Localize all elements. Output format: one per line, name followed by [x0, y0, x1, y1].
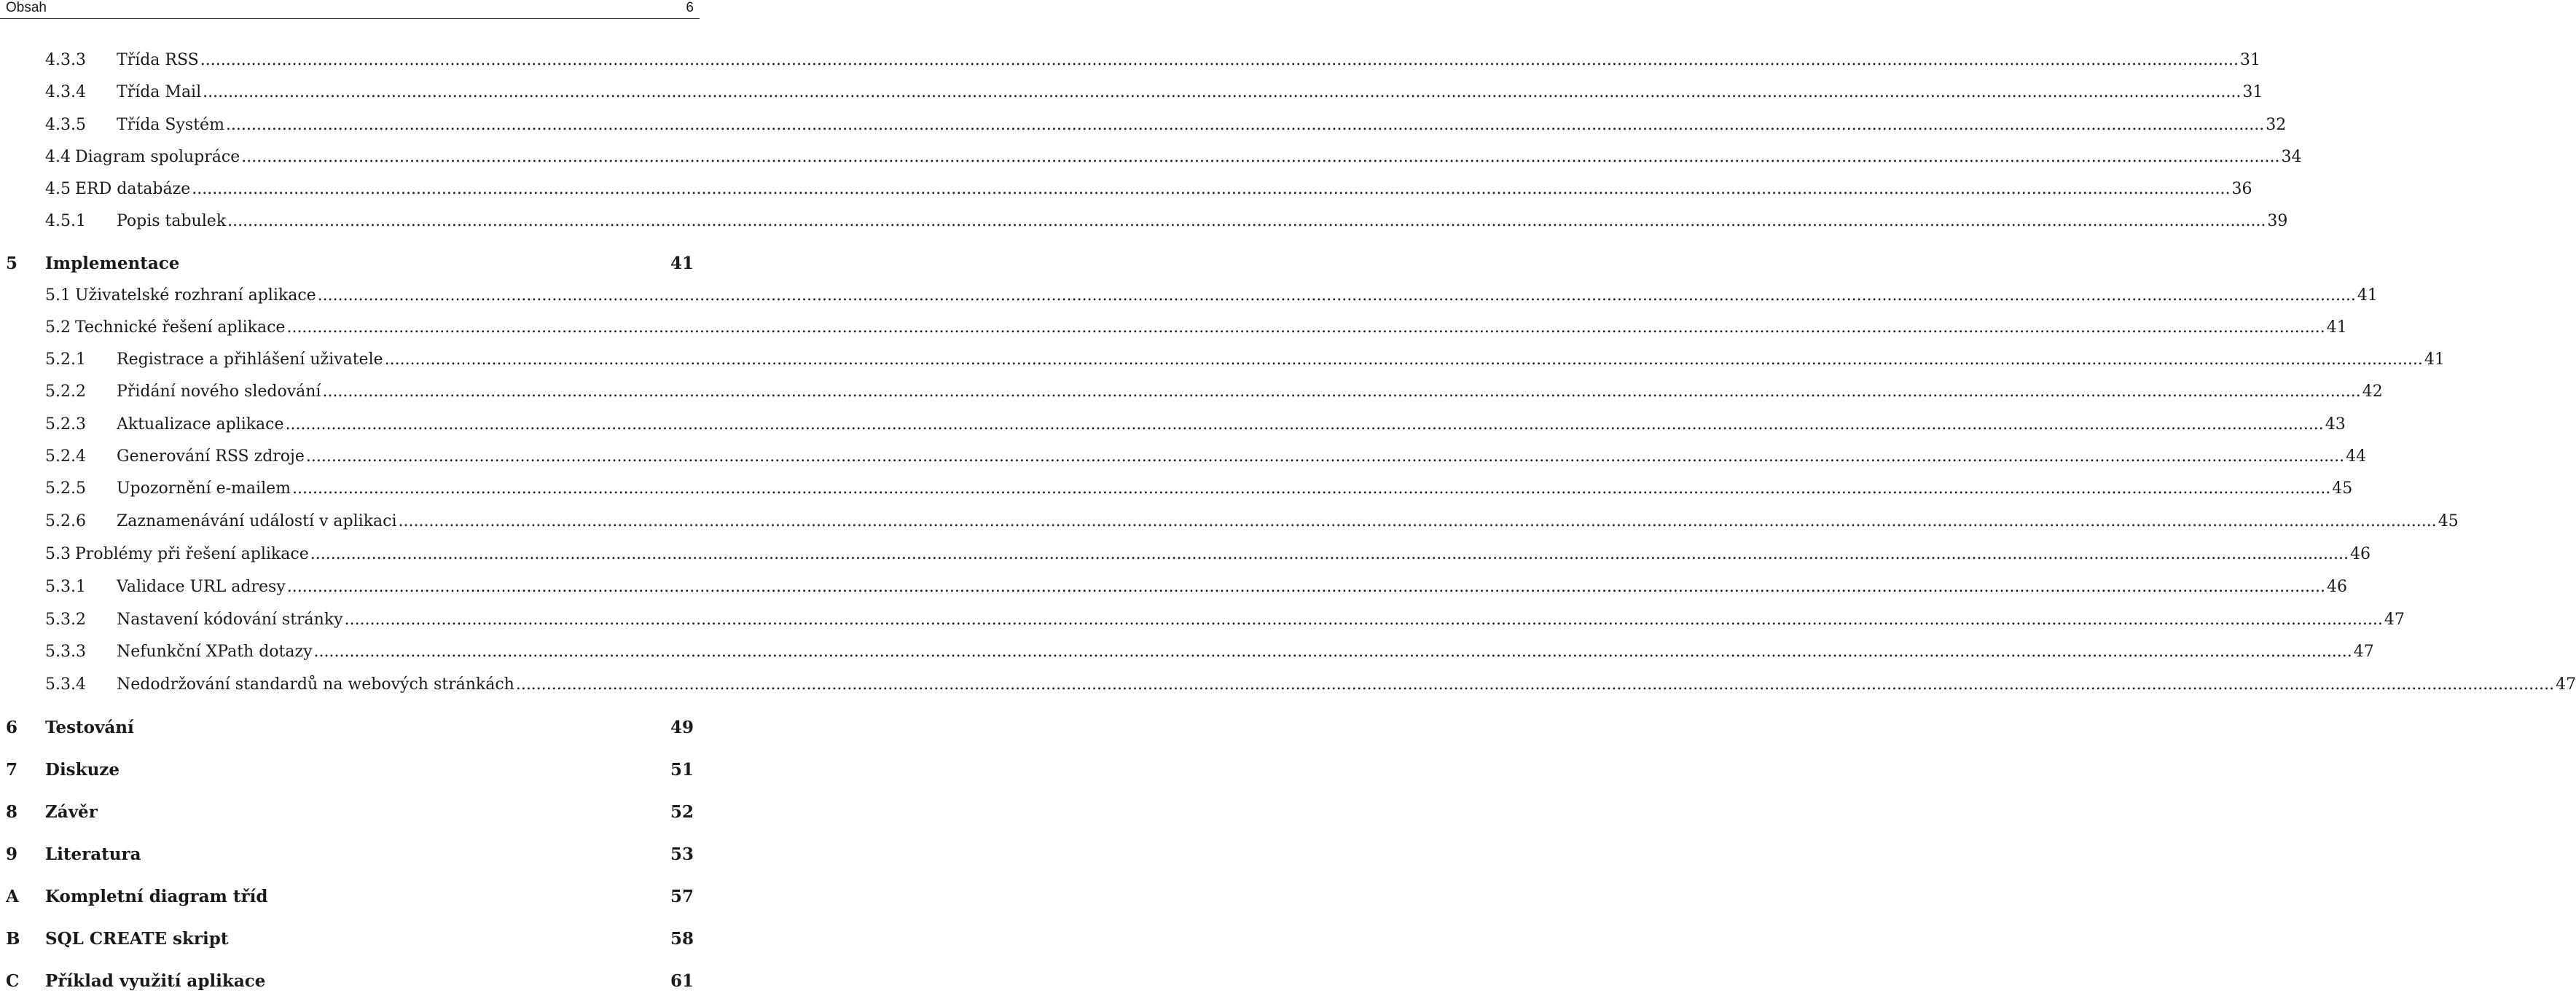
toc-entry-page-number: 41 — [2424, 350, 2445, 369]
toc-entry-number: 6 — [6, 718, 18, 737]
toc-entry[interactable] — [0, 318, 2347, 343]
toc-entry-title[interactable]: Upozornění e-mailem — [117, 479, 291, 498]
toc-dot-leader: ................................................................................................................................................................................................................................................................................................................................................................................................................ — [227, 212, 2266, 230]
toc-entry-title[interactable]: Třída RSS — [117, 51, 199, 69]
toc-entry-number: C — [6, 971, 20, 991]
toc-entry-number: 5 — [6, 254, 18, 273]
toc-dot-leader: ................................................................................................................................................................................................................................................................................................................................................................................................................ — [192, 180, 2231, 198]
toc-entry-number: 5.2.2 — [45, 383, 86, 401]
toc-chapter-entry[interactable] — [0, 887, 700, 911]
toc-dot-leader: ................................................................................................................................................................................................................................................................................................................................................................................................................ — [225, 116, 2265, 134]
toc-dot-leader: ................................................................................................................................................................................................................................................................................................................................................................................................................ — [286, 578, 2326, 596]
toc-dot-leader: ................................................................................................................................................................................................................................................................................................................................................................................................................ — [398, 512, 2437, 530]
toc-entry-page-number: 58 — [670, 929, 694, 949]
toc-entry[interactable] — [0, 116, 2287, 141]
toc-entry-title[interactable]: Generování RSS zdroje — [117, 447, 305, 466]
toc-entry[interactable] — [0, 578, 2348, 603]
toc-entry-title[interactable]: ERD databáze — [75, 180, 191, 198]
toc-entry-page-number: 53 — [670, 844, 694, 864]
toc-entry-number: 5.3.2 — [45, 611, 86, 629]
toc-entry-page-number: 57 — [670, 887, 694, 906]
toc-entry-number: 5.2.1 — [45, 350, 86, 369]
toc-entry-title[interactable]: Problémy při řešení aplikace — [75, 545, 309, 563]
toc-entry-title[interactable]: Uživatelské rozhraní aplikace — [75, 286, 316, 305]
toc-dot-leader: ................................................................................................................................................................................................................................................................................................................................................................................................................ — [322, 383, 2361, 401]
toc-entry-page-number: 51 — [670, 760, 694, 780]
toc-entry-page-number: 39 — [2267, 212, 2288, 230]
toc-entry[interactable] — [0, 415, 2346, 440]
toc-chapter-entry[interactable] — [0, 929, 700, 954]
toc-entry-number: 5.3.1 — [45, 578, 86, 596]
toc-entry[interactable] — [0, 643, 2374, 667]
toc-entry-title[interactable]: Registrace a přihlášení uživatele — [117, 350, 383, 369]
toc-entry[interactable] — [0, 180, 2252, 205]
toc-entry-page-number: 47 — [2556, 675, 2576, 694]
toc-entry-number: 5.2 — [45, 318, 71, 337]
toc-entry-page-number: 47 — [2353, 643, 2374, 661]
toc-chapter-entry[interactable] — [0, 802, 700, 827]
toc-entry-page-number: 42 — [2362, 383, 2383, 401]
toc-entry-page-number: 41 — [2357, 286, 2378, 305]
toc-dot-leader: ................................................................................................................................................................................................................................................................................................................................................................................................................ — [515, 675, 2555, 694]
toc-entry[interactable] — [0, 383, 2383, 407]
toc-entry-page-number: 46 — [2349, 545, 2371, 563]
toc-entry-number: 5.1 — [45, 286, 71, 305]
toc-entry-number: A — [6, 887, 19, 906]
toc-entry-page-number: 34 — [2281, 148, 2302, 166]
toc-entry-page-number: 45 — [2438, 512, 2459, 530]
toc-entry[interactable] — [0, 212, 2288, 237]
toc-chapter-entry[interactable] — [0, 760, 700, 785]
toc-entry-title[interactable]: Kompletní diagram tříd — [45, 887, 268, 906]
toc-entry-number: 5.2.3 — [45, 415, 86, 434]
toc-entry-number: 5.3 — [45, 545, 71, 563]
toc-entry-page-number: 49 — [670, 718, 694, 737]
toc-dot-leader: ................................................................................................................................................................................................................................................................................................................................................................................................................ — [203, 83, 2242, 101]
toc-entry-number: 4.3.4 — [45, 83, 86, 101]
toc-entry-title[interactable]: SQL CREATE skript — [45, 929, 229, 949]
toc-entry-page-number: 32 — [2266, 116, 2287, 134]
toc-entry-title[interactable]: Technické řešení aplikace — [75, 318, 286, 337]
toc-entry-page-number: 36 — [2231, 180, 2252, 198]
toc-entry[interactable] — [0, 51, 2261, 76]
toc-entry-number: 4.4 — [45, 148, 71, 166]
toc-entry[interactable] — [0, 350, 2445, 375]
toc-entry-page-number: 52 — [670, 802, 694, 822]
toc-chapter-entry[interactable] — [0, 844, 700, 869]
toc-chapter-entry[interactable] — [0, 971, 700, 996]
toc-entry-number: 4.3.3 — [45, 51, 86, 69]
toc-dot-leader: ................................................................................................................................................................................................................................................................................................................................................................................................................ — [200, 51, 2239, 69]
toc-entry-title[interactable]: Popis tabulek — [117, 212, 227, 230]
toc-chapter-entry[interactable] — [0, 718, 700, 742]
toc-entry[interactable] — [0, 545, 2371, 570]
toc-entry-title[interactable]: Třída Mail — [117, 83, 202, 101]
toc-entry[interactable] — [0, 675, 2576, 700]
toc-entry-title[interactable]: Zaznamenávání událostí v aplikaci — [117, 512, 397, 530]
toc-entry-title[interactable]: Diagram spolupráce — [75, 148, 240, 166]
toc-entry-title[interactable]: Implementace — [45, 254, 180, 273]
toc-entry-title[interactable]: Aktualizace aplikace — [117, 415, 284, 434]
running-header-section: Obsah — [6, 0, 47, 15]
toc-dot-leader: ................................................................................................................................................................................................................................................................................................................................................................................................................ — [286, 318, 2325, 337]
toc-dot-leader: ................................................................................................................................................................................................................................................................................................................................................................................................................ — [305, 447, 2345, 466]
toc-dot-leader: ................................................................................................................................................................................................................................................................................................................................................................................................................ — [344, 611, 2383, 629]
toc-entry-title[interactable]: Nastavení kódování stránky — [117, 611, 343, 629]
toc-entry-title[interactable]: Literatura — [45, 844, 141, 864]
toc-dot-leader: ................................................................................................................................................................................................................................................................................................................................................................................................................ — [310, 545, 2349, 563]
toc-entry-title[interactable]: Závěr — [45, 802, 98, 822]
toc-dot-leader: ................................................................................................................................................................................................................................................................................................................................................................................................................ — [317, 286, 2356, 305]
toc-entry-title[interactable]: Nedodržování standardů na webových stránkách — [117, 675, 514, 694]
toc-entry-page-number: 46 — [2327, 578, 2348, 596]
toc-dot-leader: ................................................................................................................................................................................................................................................................................................................................................................................................................ — [285, 415, 2324, 434]
running-header-page-number: 6 — [686, 0, 694, 15]
toc-dot-leader: ................................................................................................................................................................................................................................................................................................................................................................................................................ — [241, 148, 2280, 166]
toc-entry-title[interactable]: Třída Systém — [117, 116, 224, 134]
toc-entry-page-number: 31 — [2240, 51, 2261, 69]
toc-entry-page-number: 45 — [2332, 479, 2353, 498]
toc-entry-number: 4.3.5 — [45, 116, 86, 134]
toc-entry-number: 5.3.3 — [45, 643, 86, 661]
toc-entry-title[interactable]: Přidání nového sledování — [117, 383, 321, 401]
toc-entry[interactable] — [0, 611, 2405, 635]
toc-entry-number: 5.2.5 — [45, 479, 86, 498]
toc-entry-title[interactable]: Diskuze — [45, 760, 120, 780]
toc-entry-title[interactable]: Nefunkční XPath dotazy — [117, 643, 313, 661]
toc-entry-page-number: 47 — [2384, 611, 2405, 629]
toc-entry-page-number: 61 — [670, 971, 694, 991]
toc-entry[interactable] — [0, 512, 2459, 537]
toc-entry-number: 5.2.4 — [45, 447, 86, 466]
toc-entry-number: B — [6, 929, 20, 949]
toc-entry-number: 8 — [6, 802, 18, 822]
toc-entry-number: 4.5 — [45, 180, 71, 198]
toc-entry-page-number: 41 — [2326, 318, 2347, 337]
toc-dot-leader: ................................................................................................................................................................................................................................................................................................................................................................................................................ — [384, 350, 2423, 369]
toc-entry-page-number: 43 — [2325, 415, 2346, 434]
toc-entry-number: 5.2.6 — [45, 512, 86, 530]
toc-dot-leader: ................................................................................................................................................................................................................................................................................................................................................................................................................ — [313, 643, 2352, 661]
toc-entry-page-number: 44 — [2346, 447, 2367, 466]
toc-entry-number: 5.3.4 — [45, 675, 86, 694]
toc-entry-title[interactable]: Testování — [45, 718, 134, 737]
toc-entry-number: 4.5.1 — [45, 212, 86, 230]
toc-entry[interactable] — [0, 83, 2263, 108]
toc-entry-title[interactable]: Validace URL adresy — [117, 578, 286, 596]
toc-chapter-entry[interactable] — [0, 254, 700, 278]
toc-entry-page-number: 41 — [670, 254, 694, 273]
page-header — [0, 0, 700, 19]
toc-entry-title[interactable]: Příklad využití aplikace — [45, 971, 266, 991]
toc-entry-number: 7 — [6, 760, 18, 780]
toc-dot-leader: ................................................................................................................................................................................................................................................................................................................................................................................................................ — [292, 479, 2331, 498]
toc-entry[interactable] — [0, 447, 2367, 472]
toc-entry-page-number: 31 — [2242, 83, 2263, 101]
toc-entry-number: 9 — [6, 844, 18, 864]
toc-entry[interactable] — [0, 148, 2302, 173]
toc-entry[interactable] — [0, 479, 2353, 504]
toc-entry[interactable] — [0, 286, 2378, 311]
